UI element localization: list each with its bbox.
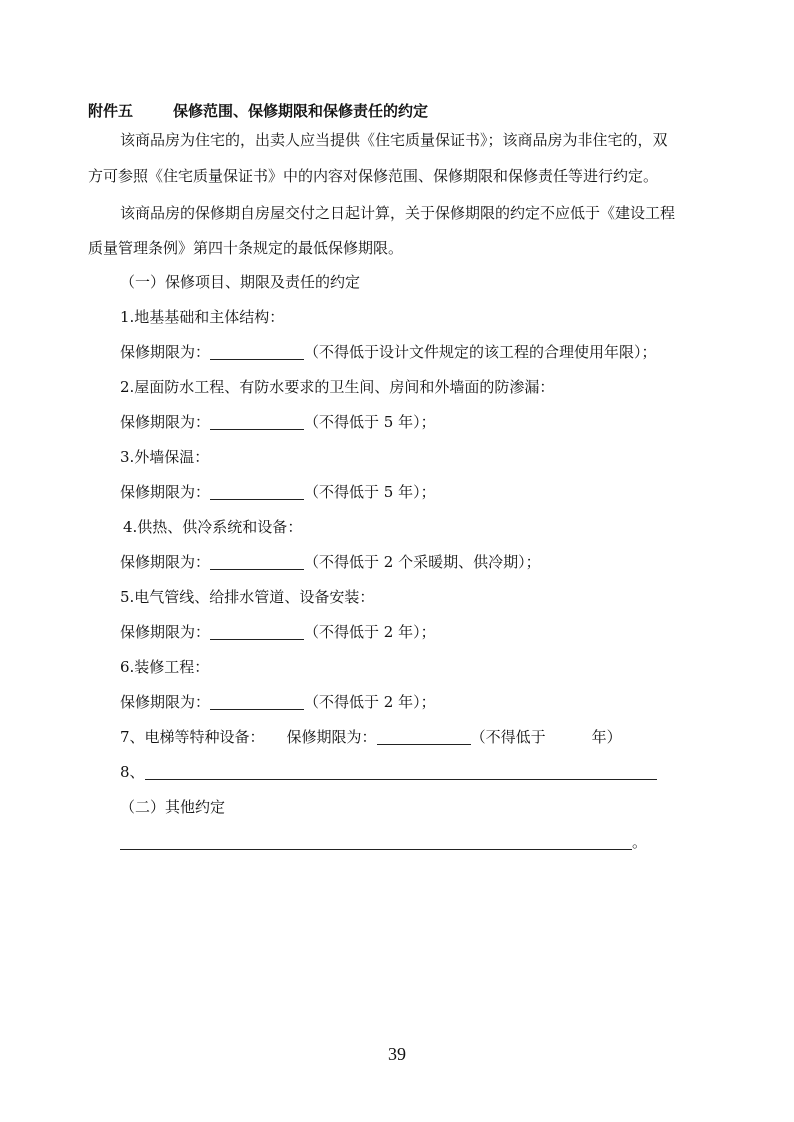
period-note: （不得低于设计文件规定的该工程的合理使用年限）；: [304, 343, 657, 361]
item-7-title: 7、电梯等特种设备：: [120, 728, 265, 746]
item-7-row: [120, 727, 622, 747]
period-blank[interactable]: [210, 693, 304, 710]
other-agreements-row: [120, 832, 647, 852]
section-heading-other-agreements: （二）其他约定: [120, 798, 226, 816]
warranty-period-row: [120, 342, 657, 362]
warranty-period-row: [120, 412, 436, 432]
item-title: 3.外墙保温：: [120, 448, 210, 466]
item-8-row: [120, 762, 657, 782]
period-blank[interactable]: [210, 623, 304, 640]
item-title: 5.电气管线、给排水管道、设备安装：: [120, 588, 375, 606]
period-blank[interactable]: [210, 483, 304, 500]
item-title: 6.装修工程：: [120, 658, 210, 676]
years-blank[interactable]: [546, 729, 592, 745]
annex-title: 保修范围、保修期限和保修责任的约定: [173, 102, 429, 120]
annex-number: 附件五: [88, 102, 134, 120]
item-title: 4.供热、供冷系统和设备：: [123, 518, 303, 536]
intro-paragraph-line-3: 该商品房的保修期自房屋交付之日起计算，关于保修期限的约定不应低于《建设工程: [120, 204, 676, 222]
period-label: 保修期限为：: [120, 553, 211, 571]
section-heading-warranty-items: （一）保修项目、期限及责任的约定: [120, 273, 361, 291]
warranty-period-row: [120, 692, 436, 712]
intro-paragraph-line-4: 质量管理条例》第四十条规定的最低保修期限。: [88, 239, 404, 257]
period-blank[interactable]: [210, 413, 304, 430]
page-number: 39: [388, 1044, 406, 1064]
period-label: 保修期限为：: [120, 343, 211, 361]
other-agreements-blank[interactable]: [120, 833, 632, 850]
warranty-period-row: [120, 622, 436, 642]
period-blank[interactable]: [377, 728, 471, 745]
period-label: 保修期限为：: [120, 483, 211, 501]
period-note: （不得低于 2 年）；: [304, 693, 436, 711]
warranty-period-row: [120, 482, 436, 502]
intro-paragraph-line-1: 该商品房为住宅的，出卖人应当提供《住宅质量保证书》；该商品房为非住宅的，双: [120, 131, 668, 149]
period-label: 保修期限为：: [120, 623, 211, 641]
period-label: 保修期限为：: [120, 693, 211, 711]
period-note: （不得低于 5 年）；: [304, 483, 436, 501]
period-note: （不得低于 5 年）；: [304, 413, 436, 431]
item-8-blank[interactable]: [145, 763, 657, 780]
end-mark: 。: [632, 833, 648, 851]
period-blank[interactable]: [210, 343, 304, 360]
period-note: （不得低于 2 年）；: [304, 623, 436, 641]
period-note: （不得低于 2 个采暖期、供冷期）；: [304, 553, 541, 571]
period-blank[interactable]: [210, 553, 304, 570]
period-note-end: 年）: [591, 728, 622, 746]
period-label: 保修期限为：: [286, 728, 377, 746]
intro-paragraph-line-2: 方可参照《住宅质量保证书》中的内容对保修范围、保修期限和保修责任等进行约定。: [88, 167, 659, 185]
annex-heading: [88, 101, 428, 121]
item-8-number: 8、: [120, 763, 145, 781]
period-note-start: （不得低于: [470, 728, 546, 746]
warranty-period-row: [120, 552, 541, 572]
period-label: 保修期限为：: [120, 413, 211, 431]
item-title: 1.地基基础和主体结构：: [120, 308, 285, 326]
item-title: 2.屋面防水工程、有防水要求的卫生间、房间和外墙面的防渗漏：: [120, 378, 555, 396]
